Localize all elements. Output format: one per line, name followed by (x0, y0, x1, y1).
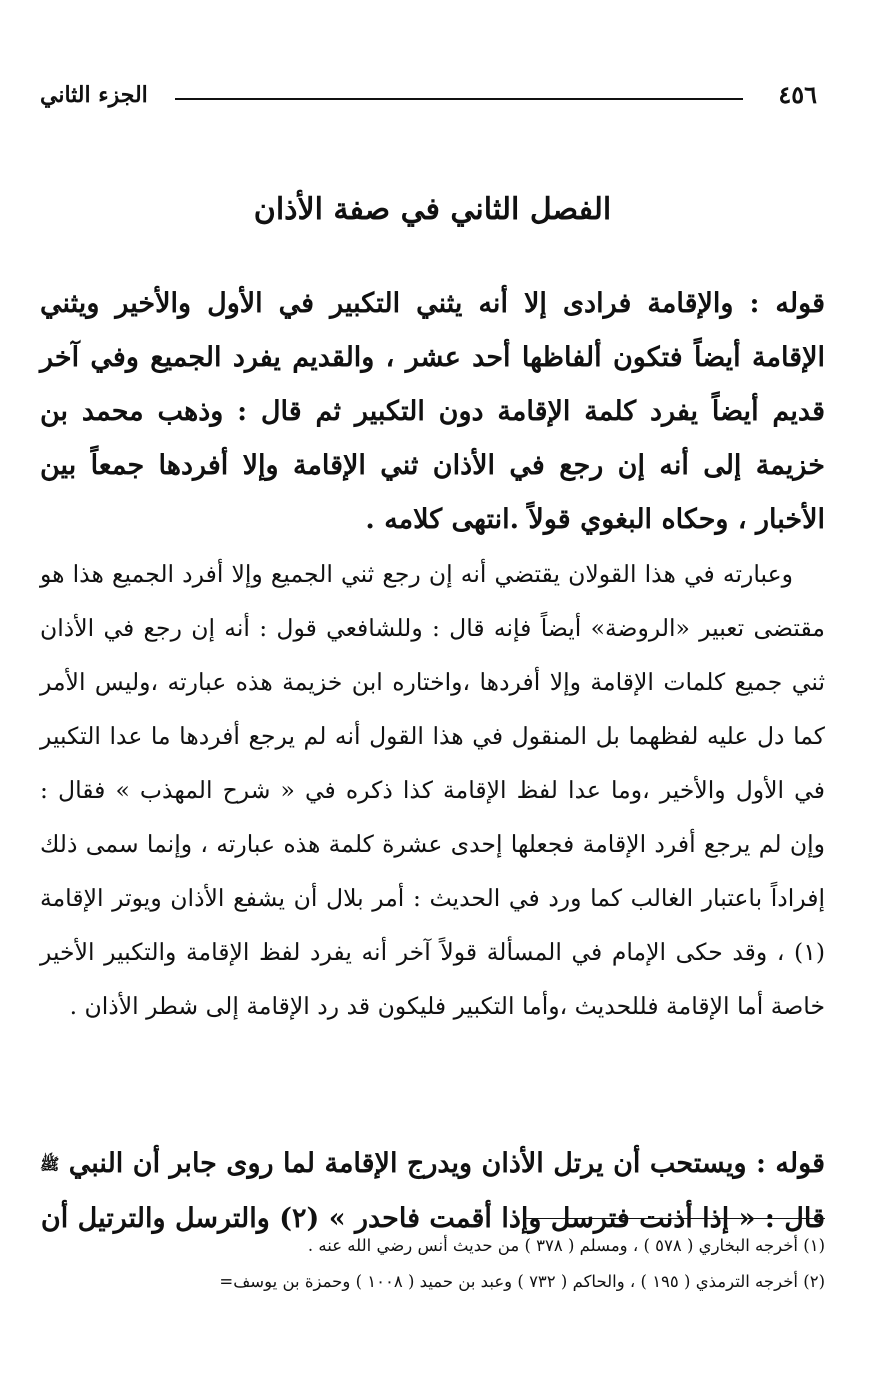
running-header (40, 72, 825, 112)
footnote-2: (٢) أخرجه الترمذي ( ١٩٥ ) ، والحاكم ( ٧٣٢ ) وعبد بن حميد ( ١٠٠٨ ) وحمزة بن يوسف= (219, 1272, 825, 1291)
paragraph-1: قوله : والإقامة فرادى إلا أنه يثني التكبير في الأول والأخير ويثني الإقامة أيضاً فتكون ألفاظها أحد عشر ، والقديم يفرد الجميع وفي آخر قديم أيضاً يفرد كلمة الإقامة دون التكبير ثم قال : وذهب محمد بن خزيمة إلى أنه إن رجع في الأذان ثني الإقامة وإلا أفردها جمعاً بين الأخبار ، وحكاه البغوي قولاً .انتهى كلامه . (40, 288, 825, 535)
page-number: ٤٥٦ (778, 80, 817, 109)
volume-title: الجزء الثاني (40, 82, 148, 108)
footnotes (40, 1228, 825, 1300)
footnote-rule (525, 1218, 825, 1219)
header-rule (175, 98, 743, 100)
chapter-title: الفصل الثاني في صفة الأذان (253, 192, 612, 227)
paragraph-2: وعبارته في هذا القولان يقتضي أنه إن رجع ثني الجميع وإلا أفرد الجميع هذا هو مقتضى تعبير «الروضة» أيضاً فإنه قال : وللشافعي قول : أنه إن رجع في الأذان ثني جميع كلمات الإقامة وإلا أفردها ،واختاره ابن خزيمة هذه عبارته ،وليس الأمر كما دل عليه لفظهما بل المنقول في هذا القول أنه لم يرجع أفردها ما عدا التكبير في الأول والأخير ،وما عدا لفظ الإقامة كذا ذكره في « شرح المهذب » فقال : وإن لم يرجع أفرد الإقامة فجعلها إحدى عشرة كلمة هذه عبارته ، وإنما سمى ذلك إفراداً باعتبار الغالب كما ورد في الحديث : أمر بلال أن يشفع الأذان ويوتر الإقامة (١) ، وقد حكى الإمام في المسألة قولاً آخر أنه يفرد لفظ الإقامة والتكبير الأخير خاصة أما الإقامة فللحديث ،وأما التكبير فليكون قد رد الإقامة إلى شطر الأذان . (40, 559, 826, 1020)
paragraph-3-part2: قال : « إذا أذنت فترسل وإذا أقمت فاحدر » (٢) والترسل والترتيل أن (40, 1202, 825, 1234)
paragraph-3-part1: قوله : ويستحب أن يرتل الأذان ويدرج الإقامة لما روى جابر أن النبي (68, 1148, 825, 1179)
salutation-glyph: ﷺ (40, 1154, 60, 1174)
book-page (40, 0, 825, 1393)
footnote-1: (١) أخرجه البخاري ( ٥٧٨ ) ، ومسلم ( ٣٧٨ ) من حديث أنس رضي الله عنه . (307, 1236, 825, 1255)
